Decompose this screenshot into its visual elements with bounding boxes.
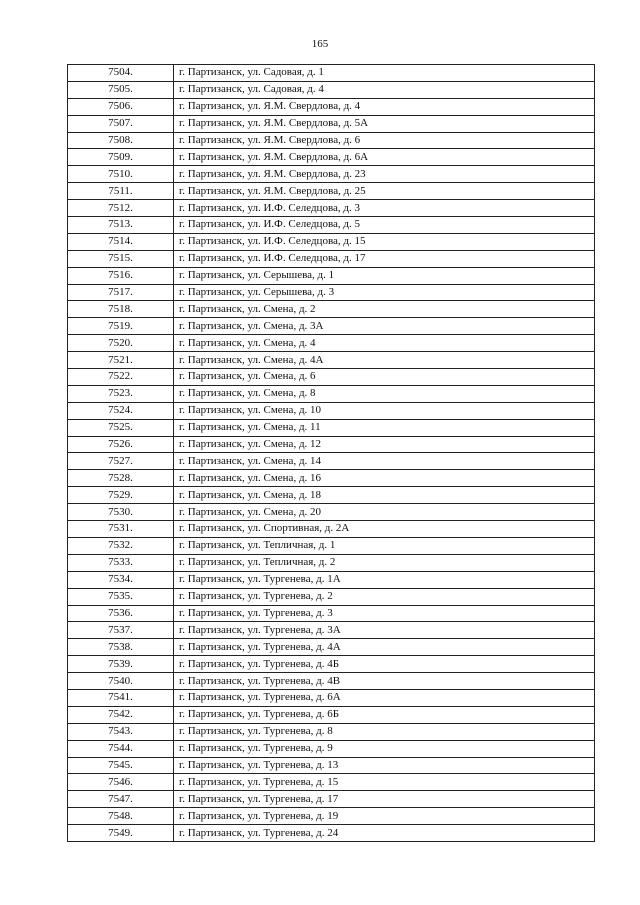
- table-row: [68, 402, 595, 419]
- row-number: 7525.: [68, 419, 174, 436]
- row-address: г. Партизанск, ул. Тургенева, д. 24: [174, 825, 595, 842]
- row-address: г. Партизанск, ул. Тургенева, д. 17: [174, 791, 595, 808]
- table-row: [68, 352, 595, 369]
- row-number: 7506.: [68, 98, 174, 115]
- table-row: [68, 217, 595, 234]
- row-number: 7519.: [68, 318, 174, 335]
- row-address: г. Партизанск, ул. Я.М. Свердлова, д. 6А: [174, 149, 595, 166]
- row-address: г. Партизанск, ул. Серышева, д. 1: [174, 267, 595, 284]
- row-address: г. Партизанск, ул. Садовая, д. 1: [174, 65, 595, 82]
- table-row: [68, 369, 595, 386]
- row-address: г. Партизанск, ул. Смена, д. 2: [174, 301, 595, 318]
- table-row: [68, 554, 595, 571]
- row-number: 7527.: [68, 453, 174, 470]
- row-number: 7547.: [68, 791, 174, 808]
- row-number: 7538.: [68, 639, 174, 656]
- table-row: [68, 774, 595, 791]
- row-number: 7522.: [68, 369, 174, 386]
- row-address: г. Партизанск, ул. Тургенева, д. 2: [174, 588, 595, 605]
- row-number: 7536.: [68, 605, 174, 622]
- table-row: [68, 233, 595, 250]
- row-address: г. Партизанск, ул. Тепличная, д. 1: [174, 537, 595, 554]
- row-number: 7505.: [68, 81, 174, 98]
- table-row: [68, 132, 595, 149]
- row-address: г. Партизанск, ул. Смена, д. 18: [174, 487, 595, 504]
- row-number: 7533.: [68, 554, 174, 571]
- table-row: [68, 335, 595, 352]
- row-number: 7528.: [68, 470, 174, 487]
- row-number: 7512.: [68, 200, 174, 217]
- table-row: [68, 284, 595, 301]
- row-address: г. Партизанск, ул. Я.М. Свердлова, д. 6: [174, 132, 595, 149]
- row-address: г. Партизанск, ул. Тургенева, д. 19: [174, 808, 595, 825]
- row-number: 7543.: [68, 723, 174, 740]
- row-number: 7541.: [68, 689, 174, 706]
- row-number: 7532.: [68, 537, 174, 554]
- row-number: 7545.: [68, 757, 174, 774]
- table-row: [68, 791, 595, 808]
- row-number: 7534.: [68, 571, 174, 588]
- row-address: г. Партизанск, ул. Смена, д. 10: [174, 402, 595, 419]
- row-number: 7539.: [68, 656, 174, 673]
- table-row: [68, 639, 595, 656]
- row-address: г. Партизанск, ул. Садовая, д. 4: [174, 81, 595, 98]
- row-address: г. Партизанск, ул. И.Ф. Селедцова, д. 5: [174, 217, 595, 234]
- row-number: 7523.: [68, 385, 174, 402]
- table-row: [68, 166, 595, 183]
- address-table: [67, 64, 595, 842]
- table-row: [68, 250, 595, 267]
- row-address: г. Партизанск, ул. Тургенева, д. 13: [174, 757, 595, 774]
- row-address: г. Партизанск, ул. Я.М. Свердлова, д. 4: [174, 98, 595, 115]
- row-number: 7516.: [68, 267, 174, 284]
- row-address: г. Партизанск, ул. Я.М. Свердлова, д. 5А: [174, 115, 595, 132]
- row-address: г. Партизанск, ул. Смена, д. 4: [174, 335, 595, 352]
- row-number: 7513.: [68, 217, 174, 234]
- row-number: 7542.: [68, 706, 174, 723]
- row-address: г. Партизанск, ул. Серышева, д. 3: [174, 284, 595, 301]
- table-row: [68, 605, 595, 622]
- row-number: 7508.: [68, 132, 174, 149]
- table-row: [68, 470, 595, 487]
- row-number: 7509.: [68, 149, 174, 166]
- row-number: 7520.: [68, 335, 174, 352]
- row-address: г. Партизанск, ул. Смена, д. 11: [174, 419, 595, 436]
- row-address: г. Партизанск, ул. Тургенева, д. 15: [174, 774, 595, 791]
- table-row: [68, 673, 595, 690]
- row-address: г. Партизанск, ул. Тургенева, д. 3А: [174, 622, 595, 639]
- table-row: [68, 200, 595, 217]
- table-row: [68, 689, 595, 706]
- row-address: г. Партизанск, ул. Тургенева, д. 4А: [174, 639, 595, 656]
- row-number: 7514.: [68, 233, 174, 250]
- row-address: г. Партизанск, ул. Смена, д. 12: [174, 436, 595, 453]
- row-address: г. Партизанск, ул. И.Ф. Селедцова, д. 15: [174, 233, 595, 250]
- row-number: 7511.: [68, 183, 174, 200]
- row-number: 7548.: [68, 808, 174, 825]
- table-row: [68, 521, 595, 538]
- table-row: [68, 825, 595, 842]
- table-row: [68, 504, 595, 521]
- row-address: г. Партизанск, ул. Смена, д. 8: [174, 385, 595, 402]
- address-table-body: [68, 65, 595, 842]
- table-row: [68, 808, 595, 825]
- row-number: 7510.: [68, 166, 174, 183]
- table-row: [68, 81, 595, 98]
- row-number: 7540.: [68, 673, 174, 690]
- row-number: 7507.: [68, 115, 174, 132]
- table-row: [68, 318, 595, 335]
- table-row: [68, 537, 595, 554]
- row-number: 7524.: [68, 402, 174, 419]
- row-address: г. Партизанск, ул. Тургенева, д. 6Б: [174, 706, 595, 723]
- row-address: г. Партизанск, ул. Тургенева, д. 3: [174, 605, 595, 622]
- row-number: 7537.: [68, 622, 174, 639]
- row-address: г. Партизанск, ул. Я.М. Свердлова, д. 25: [174, 183, 595, 200]
- row-address: г. Партизанск, ул. Смена, д. 6: [174, 369, 595, 386]
- table-row: [68, 267, 595, 284]
- page-number: 165: [311, 38, 329, 50]
- row-number: 7526.: [68, 436, 174, 453]
- row-number: 7504.: [68, 65, 174, 82]
- table-row: [68, 183, 595, 200]
- table-row: [68, 385, 595, 402]
- table-row: [68, 65, 595, 82]
- row-address: г. Партизанск, ул. Я.М. Свердлова, д. 23: [174, 166, 595, 183]
- table-row: [68, 656, 595, 673]
- row-number: 7546.: [68, 774, 174, 791]
- row-number: 7529.: [68, 487, 174, 504]
- table-row: [68, 706, 595, 723]
- table-row: [68, 436, 595, 453]
- table-row: [68, 149, 595, 166]
- row-address: г. Партизанск, ул. Смена, д. 4А: [174, 352, 595, 369]
- row-address: г. Партизанск, ул. Тургенева, д. 4В: [174, 673, 595, 690]
- row-number: 7549.: [68, 825, 174, 842]
- row-number: 7531.: [68, 521, 174, 538]
- table-row: [68, 301, 595, 318]
- table-row: [68, 588, 595, 605]
- row-number: 7535.: [68, 588, 174, 605]
- row-address: г. Партизанск, ул. Тепличная, д. 2: [174, 554, 595, 571]
- row-address: г. Партизанск, ул. Тургенева, д. 4Б: [174, 656, 595, 673]
- row-number: 7530.: [68, 504, 174, 521]
- table-row: [68, 453, 595, 470]
- table-row: [68, 622, 595, 639]
- table-row: [68, 98, 595, 115]
- row-address: г. Партизанск, ул. Спортивная, д. 2А: [174, 521, 595, 538]
- row-number: 7515.: [68, 250, 174, 267]
- row-address: г. Партизанск, ул. Смена, д. 16: [174, 470, 595, 487]
- row-address: г. Партизанск, ул. Тургенева, д. 1А: [174, 571, 595, 588]
- row-number: 7518.: [68, 301, 174, 318]
- table-row: [68, 740, 595, 757]
- row-address: г. Партизанск, ул. Смена, д. 14: [174, 453, 595, 470]
- table-row: [68, 757, 595, 774]
- row-address: г. Партизанск, ул. Смена, д. 3А: [174, 318, 595, 335]
- table-row: [68, 487, 595, 504]
- row-address: г. Партизанск, ул. Тургенева, д. 8: [174, 723, 595, 740]
- table-row: [68, 419, 595, 436]
- row-address: г. Партизанск, ул. И.Ф. Селедцова, д. 3: [174, 200, 595, 217]
- row-address: г. Партизанск, ул. Тургенева, д. 6А: [174, 689, 595, 706]
- row-address: г. Партизанск, ул. И.Ф. Селедцова, д. 17: [174, 250, 595, 267]
- row-address: г. Партизанск, ул. Тургенева, д. 9: [174, 740, 595, 757]
- table-row: [68, 115, 595, 132]
- table-row: [68, 723, 595, 740]
- row-number: 7521.: [68, 352, 174, 369]
- row-address: г. Партизанск, ул. Смена, д. 20: [174, 504, 595, 521]
- table-row: [68, 571, 595, 588]
- row-number: 7517.: [68, 284, 174, 301]
- row-number: 7544.: [68, 740, 174, 757]
